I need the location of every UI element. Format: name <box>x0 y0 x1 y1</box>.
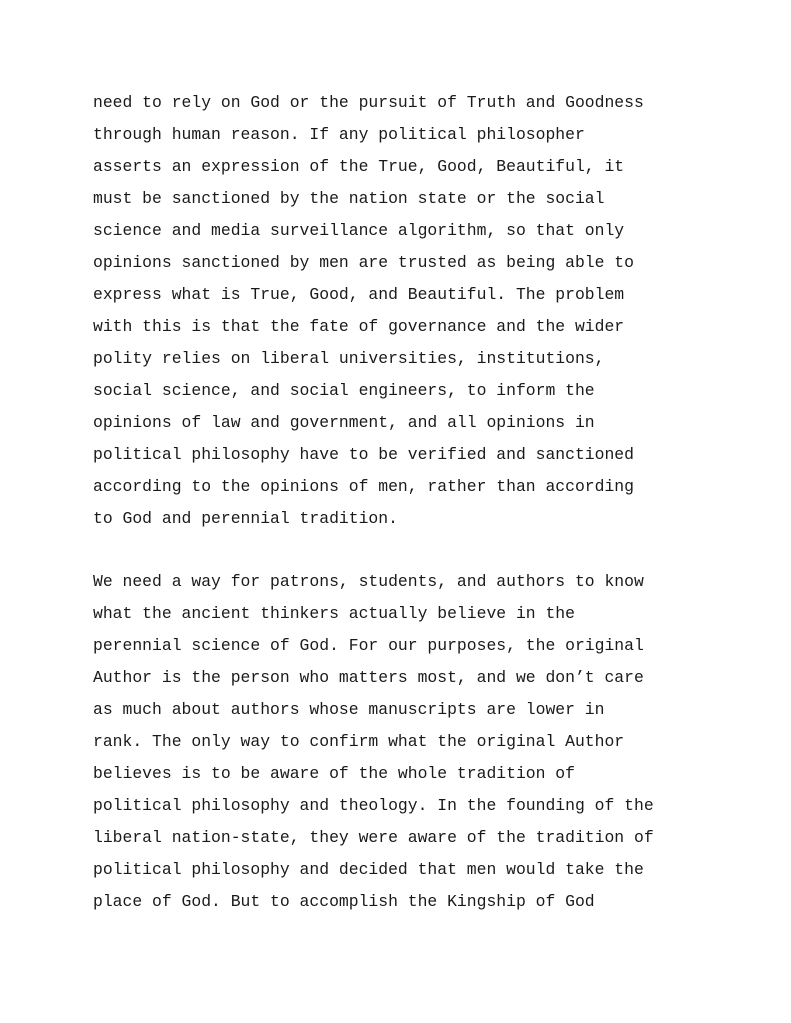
text-line: believes is to be aware of the whole tradition of <box>93 764 575 783</box>
text-line: need to rely on God or the pursuit of Truth and Goodness <box>93 93 644 112</box>
paragraph-1 <box>93 87 733 535</box>
text-line: what the ancient thinkers actually believe in the <box>93 604 575 623</box>
text-line: perennial science of God. For our purposes, the original <box>93 636 644 655</box>
text-line: express what is True, Good, and Beautiful. The problem <box>93 285 625 304</box>
text-line: according to the opinions of men, rather than according <box>93 477 634 496</box>
text-line: social science, and social engineers, to inform the <box>93 381 595 400</box>
text-line: place of God. But to accomplish the Kingship of God <box>93 892 595 911</box>
text-line: opinions of law and government, and all opinions in <box>93 413 595 432</box>
text-line: We need a way for patrons, students, and authors to know <box>93 572 644 591</box>
text-line: opinions sanctioned by men are trusted as being able to <box>93 253 634 272</box>
text-line: science and media surveillance algorithm, so that only <box>93 221 625 240</box>
text-line: must be sanctioned by the nation state or the social <box>93 189 605 208</box>
text-line: political philosophy have to be verified and sanctioned <box>93 445 634 464</box>
text-line: liberal nation-state, they were aware of the tradition of <box>93 828 654 847</box>
text-line: asserts an expression of the True, Good, Beautiful, it <box>93 157 625 176</box>
text-line: with this is that the fate of governance and the wider <box>93 317 625 336</box>
text-line: Author is the person who matters most, and we don’t care <box>93 668 644 687</box>
paragraph-2 <box>93 566 733 918</box>
text-line: to God and perennial tradition. <box>93 509 398 528</box>
text-line: rank. The only way to confirm what the original Author <box>93 732 625 751</box>
text-line: political philosophy and decided that men would take the <box>93 860 644 879</box>
text-line: polity relies on liberal universities, institutions, <box>93 349 605 368</box>
text-line: political philosophy and theology. In the founding of the <box>93 796 654 815</box>
text-line: as much about authors whose manuscripts are lower in <box>93 700 605 719</box>
text-line: through human reason. If any political philosopher <box>93 125 585 144</box>
